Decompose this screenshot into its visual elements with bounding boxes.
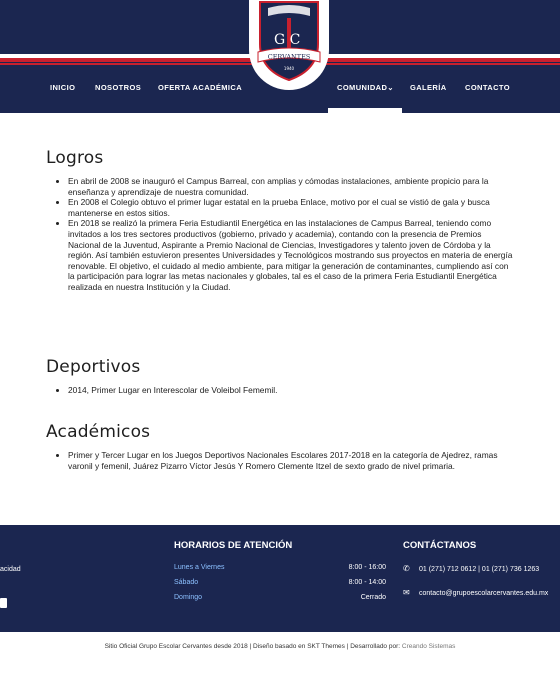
bottom-bar — [0, 643, 560, 650]
email-text: contacto@grupoescolarcervantes.edu.mx — [419, 590, 549, 597]
hours-row — [174, 579, 386, 586]
hours-row — [174, 564, 386, 571]
copyright-text: Sitio Oficial Grupo Escolar Cervantes desde 2018 | Diseño basado en SKT Themes | Desarrollado por: — [104, 643, 402, 650]
contact-phone[interactable] — [403, 564, 539, 573]
hours-title: HORARIOS DE ATENCIÓN — [174, 540, 293, 551]
logo-letter-g: G C — [274, 32, 301, 48]
list-item: • En 2018 se realizó la primera Feria Estudiantil Energética en las instalaciones de Campus Barreal, teniendo como invitados a los tres sectores productivos (gobierno, privado y academia), contando con la presencia de Premios Nacional de la Juventud, Aspirante a Premio Nacional de Ciencias, Investigadores y talento joven de Córdoba y la región. Así también estuvieron presentes Universidades y Tecnológicos mostrando sus proyectos en materia de energía renovable. El objetivo, el cuidado al medio ambiente, para mitigar la generación de contaminantes, cumpliendo así con la participación para lograr las metas nacionales y globales, tal es el caso de la primera Feria Estudiantil Energética realizada en nuestra Institución y la Ciudad. — [68, 218, 516, 292]
hours-time: Cerrado — [360, 594, 386, 601]
section-deportivos — [46, 357, 516, 396]
school-logo[interactable] — [254, 0, 324, 82]
nav-comunidad[interactable] — [337, 83, 394, 92]
section-title: Logros — [46, 148, 104, 168]
hours-day[interactable]: Lunes a Viernes — [174, 564, 225, 571]
contact-email[interactable] — [403, 588, 548, 597]
hours-day[interactable]: Sábado — [174, 579, 199, 586]
nav-active-indicator — [328, 108, 402, 113]
hours-time: 8:00 - 16:00 — [348, 564, 386, 571]
nav-inicio[interactable]: INICIO — [50, 83, 76, 92]
section-logros — [46, 148, 516, 293]
list-item: • Primer y Tercer Lugar en los Juegos Deportivos Nacionales Escolares 2017-2018 en la categoría de Ajedrez, ramas varonil y femenil, Juárez Pizarro Víctor Jesús Y Romero Clemente Itzel de sexto grado de nivel primaria. — [68, 450, 516, 471]
list-item: • En abril de 2008 se inauguró el Campus Barreal, con amplias y cómodas instalaciones, ambiente propicio para la enseñanza y aprendizaje de nuestra comunidad. — [68, 176, 516, 197]
nav-oferta-academica[interactable]: OFERTA ACADÉMICA — [158, 83, 243, 92]
phone-icon: ✆ — [403, 564, 410, 573]
logo-ribbon-text: CERVANTES — [267, 53, 311, 61]
lock-icon — [0, 598, 7, 608]
nav-contacto[interactable]: CONTACTO — [465, 83, 511, 92]
contact-title: CONTÁCTANOS — [403, 540, 477, 551]
achievement-list — [60, 450, 516, 471]
section-title: Deportivos — [46, 357, 141, 377]
achievement-list — [60, 176, 516, 293]
section-title: Académicos — [46, 422, 151, 442]
developer-link[interactable]: Creando Sistemas — [401, 643, 456, 650]
achievement-list — [60, 385, 516, 396]
nav-galeria[interactable]: GALERÍA — [410, 83, 447, 92]
nav-nosotros[interactable]: NOSOTROS — [95, 83, 142, 92]
list-item: • En 2008 el Colegio obtuvo el primer lugar estatal en la prueba Enlace, motivo por el cual se vistió de gala y busca mantenerse en estos sitios. — [68, 197, 516, 218]
hours-row — [174, 594, 386, 601]
chevron-down-icon: ⌄ — [387, 83, 394, 92]
logo-year: 1940 — [283, 66, 295, 71]
section-academicos — [46, 422, 516, 471]
footer-left-fragment: acidad — [0, 566, 21, 573]
nav-comunidad-label: COMUNIDAD — [337, 83, 388, 92]
list-item: • 2014, Primer Lugar en Interescolar de Voleibol Fememil. — [68, 385, 516, 396]
hours-day[interactable]: Domingo — [174, 594, 203, 601]
hours-time: 8:00 - 14:00 — [348, 579, 386, 586]
phone-text: 01 (271) 712 0612 | 01 (271) 736 1263 — [419, 566, 540, 573]
envelope-icon: ✉ — [403, 588, 410, 597]
